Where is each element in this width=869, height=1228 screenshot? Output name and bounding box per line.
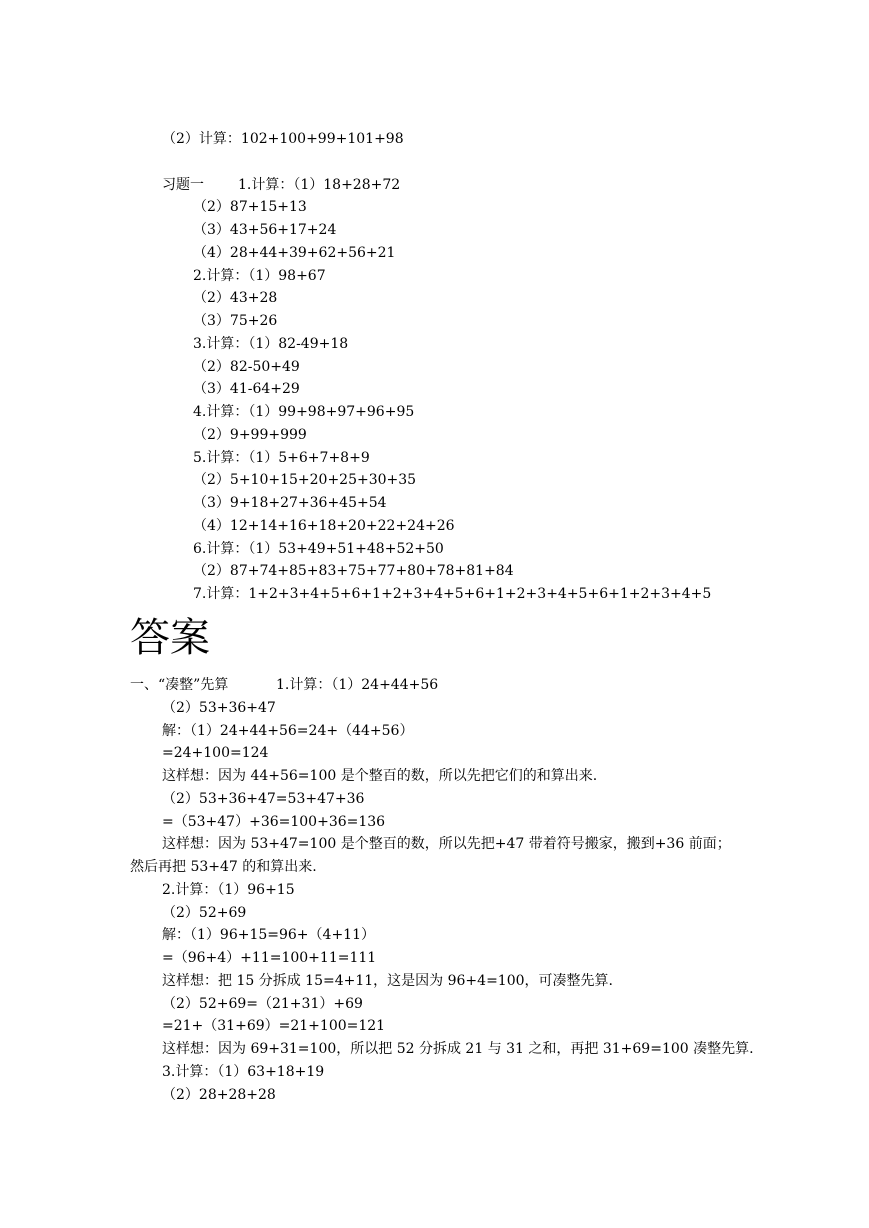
answer-2-solution: 解：（1）96+15=96+（4+11） — [162, 927, 375, 943]
answer-2-2-solution: （2）52+69=（21+31）+69 — [162, 996, 363, 1012]
problem-2-head: 2.计算：（1）98+67 — [193, 268, 326, 284]
problem-5-4: （4）12+14+16+18+20+22+24+26 — [193, 518, 455, 534]
answer-1-explanation: 这样想：因为 44+56=100 是个整百的数，所以先把它们的和算出来. — [162, 768, 598, 784]
problem-3-2: （2）82-50+49 — [193, 359, 300, 375]
problem-1-2: （2）87+15+13 — [193, 199, 307, 215]
answer-1-2-solution-cont: =（53+47）+36=100+36=136 — [162, 814, 386, 830]
problem-5-2: （2）5+10+15+20+25+30+35 — [193, 472, 417, 488]
problem-1-3: （3）43+56+17+24 — [193, 222, 337, 238]
problem-7-head: 7.计算：1+2+3+4+5+6+1+2+3+4+5+6+1+2+3+4+5+6+1+2+3+4+5 — [193, 586, 712, 602]
answer-2-explanation: 这样想：把 15 分拆成 15=4+11，这是因为 96+4=100，可凑整先算. — [162, 973, 613, 989]
answer-2-2: （2）52+69 — [162, 905, 247, 921]
problem-6-head: 6.计算：（1）53+49+51+48+52+50 — [193, 541, 444, 557]
problem-1-4: （4）28+44+39+62+56+21 — [193, 245, 396, 261]
answer-1-2-explanation-cont: 然后再把 53+47 的和算出来. — [130, 859, 317, 875]
answer-1-solution-cont: =24+100=124 — [162, 745, 269, 761]
answer-2-solution-cont: =（96+4）+11=100+11=111 — [162, 950, 377, 966]
problem-5-head: 5.计算：（1）5+6+7+8+9 — [193, 450, 370, 466]
answer-2-2-explanation: 这样想：因为 69+31=100，所以把 52 分拆成 21 与 31 之和，再把 31+69=100 凑整先算. — [162, 1041, 754, 1057]
answer-1-2-solution: （2）53+36+47=53+47+36 — [162, 791, 365, 807]
answer-3-head: 3.计算：（1）63+18+19 — [162, 1064, 325, 1080]
problem-6-2: （2）87+74+85+83+75+77+80+78+81+84 — [193, 563, 514, 579]
problem-3-3: （3）41-64+29 — [193, 381, 300, 397]
problem-5-3: （3）9+18+27+36+45+54 — [193, 495, 387, 511]
intro-line: （2）计算：102+100+99+101+98 — [162, 131, 404, 147]
answer-1-head: 1.计算：（1）24+44+56 — [276, 677, 439, 693]
answer-1-2: （2）53+36+47 — [162, 700, 276, 716]
answer-1-2-explanation: 这样想：因为 53+47=100 是个整百的数，所以先把+47 带着符号搬家，搬到+36 前面； — [162, 836, 731, 852]
problem-3-head: 3.计算：（1）82-49+18 — [193, 336, 349, 352]
exercise-title: 习题一 — [162, 177, 204, 193]
problem-1-head: 1.计算：（1）18+28+72 — [238, 177, 401, 193]
answer-3-2: （2）28+28+28 — [162, 1087, 276, 1103]
answers-heading: 答案 — [130, 615, 210, 661]
problem-4-2: （2）9+99+999 — [193, 427, 307, 443]
answer-1-solution: 解：（1）24+44+56=24+（44+56） — [162, 723, 414, 739]
problem-4-head: 4.计算：（1）99+98+97+96+95 — [193, 404, 415, 420]
answer-section-title: 一、“凑整”先算 — [130, 677, 229, 693]
answer-2-head: 2.计算：（1）96+15 — [162, 882, 295, 898]
problem-2-3: （3）75+26 — [193, 313, 278, 329]
problem-2-2: （2）43+28 — [193, 290, 278, 306]
answer-2-2-solution-cont: =21+（31+69）=21+100=121 — [162, 1018, 386, 1034]
